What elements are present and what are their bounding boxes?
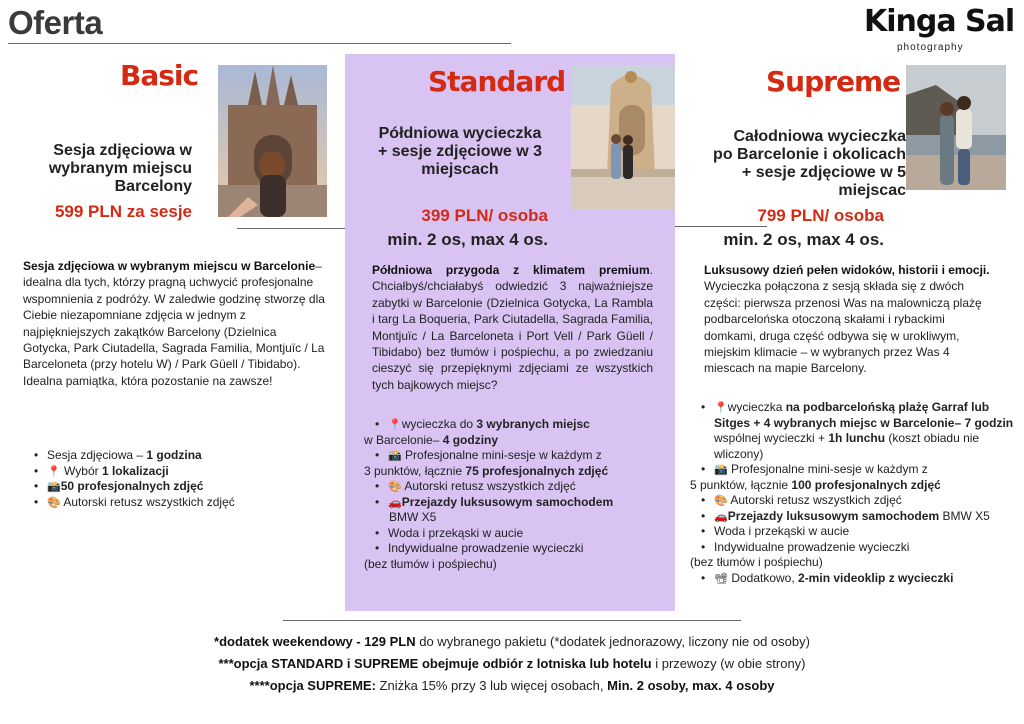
basic-plan-description xyxy=(49,142,192,196)
supreme-feature-bold: 100 profesjonalnych zdjęć xyxy=(791,477,941,492)
basic-photo xyxy=(218,65,327,217)
standard-feature-text: BMW X5 xyxy=(389,510,437,524)
supreme-feature-item xyxy=(700,509,1020,525)
supreme-feature-text: Profesjonalne mini-sesje w każdym z xyxy=(731,462,928,476)
standard-feature-text: (bez tłumów i pośpiechu) xyxy=(364,556,497,571)
supreme-body-rest: Wycieczka połączona z sesją składa się z dwóch części: pierwsza przenosi Was na malowniczą plażę podbarcelońska otoczoną skałami i rybackimi domkami, druga część odbywa się w urokliwym, miejskim klimacie – w wybranych przez Was 4 miescach na mapie Barcelony. xyxy=(704,279,982,376)
standard-feature-continuation xyxy=(364,464,664,480)
supreme-desc-line: + sesje zdjęciowe w 5 xyxy=(741,164,906,181)
supreme-divider xyxy=(675,226,767,227)
footer-bold: ***opcja STANDARD i SUPREME obejmuje odbiór z lotniska lub hotelu xyxy=(218,656,652,671)
supreme-feature-item xyxy=(700,524,1020,540)
supreme-desc-line: Całodniowa wycieczka xyxy=(733,128,906,145)
basic-price: 599 PLN za sesje xyxy=(54,202,192,221)
standard-feature-bold: 3 wybranych miejsc xyxy=(476,417,590,431)
footer-bold: *dodatek weekendowy - 129 PLN xyxy=(214,634,420,649)
palette-icon: 🎨 xyxy=(47,495,61,509)
supreme-price: 799 PLN/ osoba xyxy=(757,206,884,225)
basic-desc-line: wybranym miejscu xyxy=(48,160,192,177)
footer-text: do wybranego pakietu (*dodatek jednorazowy, liczony nie od osoby) xyxy=(419,634,810,649)
basic-feature-bold: 50 profesjonalnych zdjęć xyxy=(60,479,204,493)
supreme-feature-bold: Przejazdy luksusowym samochodem xyxy=(727,508,940,523)
standard-feature-item xyxy=(374,495,664,511)
standard-feature-bold: Przejazdy luksusowym samochodem xyxy=(401,494,614,509)
supreme-feature-text: BMW X5 xyxy=(939,508,990,523)
supreme-features-list xyxy=(690,400,1020,586)
basic-plan-name: Basic xyxy=(120,59,199,92)
basic-features-list xyxy=(33,448,333,510)
standard-feature-text: Woda i przekąski w aucie xyxy=(388,525,524,540)
film-icon: 📽 xyxy=(714,571,728,585)
footer-discount-note xyxy=(0,678,1024,693)
basic-desc-line: Sesja zdjęciowa w xyxy=(53,142,192,159)
supreme-feature-continuation xyxy=(690,555,1020,571)
standard-desc-line: Półdniowa wycieczka xyxy=(378,125,542,142)
footer-text: Zniżka 15% przy 3 lub więcej osobach, xyxy=(375,678,608,693)
supreme-plan-name: Supreme xyxy=(766,65,901,98)
basic-feature-text: Autorski retusz wszystkich zdjęć xyxy=(63,494,235,509)
footer-divider xyxy=(283,620,741,621)
supreme-feature-item xyxy=(700,571,1020,587)
basic-body-rest: – idealna dla tych, którzy pragną uchwycić profesjonalne wspomnienia z podróży. W zaledwie godzinę stworzę dla Ciebie niezapomniane zdjęcia w jednym z najpiękniejszych zakątków Barcelony (Dzielnica Gotycka, Park Ciutadella, Sagrada Familia, Montjuïc / La Barceloneta (przy hotelu W) / Park Güell / Tibidabo). Idealna pamiątka, która pozostanie na zawsze! xyxy=(23,259,325,388)
supreme-feature-text: (koszt obiadu nie wliczony) xyxy=(714,431,980,461)
standard-body-text xyxy=(372,262,653,393)
basic-feature-text: Wybór xyxy=(64,463,102,478)
page-title: Oferta xyxy=(8,4,103,41)
basic-feature-item xyxy=(33,495,333,511)
supreme-feature-bold: 1h lunchu xyxy=(828,431,886,445)
standard-photo xyxy=(571,65,675,210)
footer-bold: Min. 2 osoby, max. 4 osoby xyxy=(607,678,775,693)
camera-icon: 📸 xyxy=(714,463,728,476)
standard-feature-continuation xyxy=(389,510,664,526)
supreme-body-bold: Luksusowy dzień pełen widoków, historii i emocji. xyxy=(704,263,990,277)
supreme-feature-text: wspólnej wycieczki + xyxy=(714,431,829,445)
standard-feature-continuation xyxy=(364,433,664,449)
footer-text: i przewozy (w obie strony) xyxy=(651,656,806,671)
palette-icon: 🎨 xyxy=(388,480,402,493)
standard-plan-name: Standard xyxy=(428,65,566,98)
car-icon: 🚗 xyxy=(714,509,728,523)
pin-icon: 📍 xyxy=(714,401,728,414)
standard-feature-item xyxy=(374,541,664,557)
standard-price: 399 PLN/ osoba xyxy=(421,206,548,225)
camera-icon: 📸 xyxy=(47,480,61,493)
basic-feature-bold: 1 lokalizacji xyxy=(101,463,169,478)
supreme-feature-text: 5 punktów, łącznie xyxy=(690,477,792,492)
supreme-body-text xyxy=(704,262,994,377)
standard-feature-text: 3 punktów, łącznie xyxy=(364,463,466,478)
standard-feature-text: w Barcelonie– xyxy=(364,432,443,447)
basic-feature-item xyxy=(33,464,333,480)
brand-logo-name: Kinga Sal xyxy=(864,4,1015,39)
standard-feature-item xyxy=(374,526,664,542)
supreme-feature-item xyxy=(700,462,1020,478)
standard-feature-bold: 75 profesjonalnych zdjęć xyxy=(465,463,609,478)
standard-min-people: min. 2 os, max 4 os. xyxy=(387,230,548,249)
standard-feature-text: wycieczka do xyxy=(401,417,477,431)
basic-desc-line: Barcelony xyxy=(114,178,192,195)
basic-feature-bold: 1 godzina xyxy=(146,448,202,462)
supreme-plan-description xyxy=(713,128,906,200)
supreme-feature-text: Indywidualne prowadzenie wycieczki xyxy=(714,539,910,554)
supreme-feature-text: Autorski retusz wszystkich zdjęć xyxy=(730,493,902,507)
standard-feature-text: Profesjonalne mini-sesje w każdym z xyxy=(405,448,602,462)
standard-features-list xyxy=(364,417,664,572)
footer-weekend-note xyxy=(0,634,1024,649)
basic-body-text xyxy=(23,258,325,389)
supreme-feature-text: Woda i przekąski w aucie xyxy=(714,524,850,538)
supreme-feature-text: wycieczka xyxy=(727,400,786,414)
standard-plan-description xyxy=(350,125,570,179)
standard-feature-item xyxy=(374,417,664,433)
title-divider xyxy=(8,43,511,44)
standard-feature-text: Autorski retusz wszystkich zdjęć xyxy=(404,479,576,493)
standard-feature-continuation xyxy=(364,557,664,573)
pin-icon: 📍 xyxy=(47,464,61,478)
basic-feature-item xyxy=(33,479,333,495)
footer-bold: ****opcja SUPREME: xyxy=(249,678,376,693)
supreme-feature-bold: na podbarcelońską plażę Garraf lub Sitges + 4 wybranych miejsc w Barcelonie– 7 godzin xyxy=(714,400,1014,430)
standard-feature-bold: 4 godziny xyxy=(442,432,499,447)
standard-feature-text: Indywidualne prowadzenie wycieczki xyxy=(388,541,584,555)
supreme-desc-line: po Barcelonie i okolicach xyxy=(713,146,906,163)
basic-body-bold: Sesja zdjęciowa w wybranym miejscu w Barcelonie xyxy=(23,259,316,273)
palette-icon: 🎨 xyxy=(714,494,728,507)
supreme-feature-continuation xyxy=(690,478,1020,494)
standard-feature-item xyxy=(374,479,664,495)
standard-body-bold: Półdniowa przygoda z klimatem premium xyxy=(372,263,650,277)
brand-logo-subtitle: photography xyxy=(897,42,964,53)
basic-divider xyxy=(237,228,345,229)
standard-feature-item xyxy=(374,448,664,464)
footer-transfer-note xyxy=(0,656,1024,671)
supreme-feature-item xyxy=(700,540,1020,556)
supreme-desc-line: miejscac xyxy=(838,182,906,199)
basic-feature-text: Sesja zdjęciowa – xyxy=(47,448,147,462)
basic-feature-item xyxy=(33,448,333,464)
supreme-min-people: min. 2 os, max 4 os. xyxy=(723,230,884,249)
standard-body-rest: . Chciałbyś/chciałabyś odwiedzić 3 najważniejsze zabytki w Barcelonie (Dzielnica Gotycka, La Rambla i targ La Boqueria, Park Ciutadella, Sagrada Familia, Montjuïc / La Barceloneta i Port Vell / Park Güell / Tibidabo) bez tłumów i pośpiechu, a po zwiedzaniu cieszyć się przepięknymi zdjęciami ze wszystkich tych bajkowych miejsc? xyxy=(372,263,653,392)
standard-desc-line: miejscach xyxy=(421,161,499,178)
supreme-photo xyxy=(906,65,1006,190)
camera-icon: 📸 xyxy=(388,449,402,462)
car-icon: 🚗 xyxy=(388,495,402,509)
supreme-feature-item xyxy=(700,400,1020,462)
supreme-feature-text: (bez tłumów i pośpiechu) xyxy=(690,555,823,569)
standard-desc-line: + sesje zdjęciowe w 3 xyxy=(377,143,543,160)
pin-icon: 📍 xyxy=(388,418,402,431)
supreme-feature-item xyxy=(700,493,1020,509)
supreme-feature-text: Dodatkowo, xyxy=(731,570,799,585)
supreme-feature-bold: 2-min videoklip z wycieczki xyxy=(798,570,954,585)
